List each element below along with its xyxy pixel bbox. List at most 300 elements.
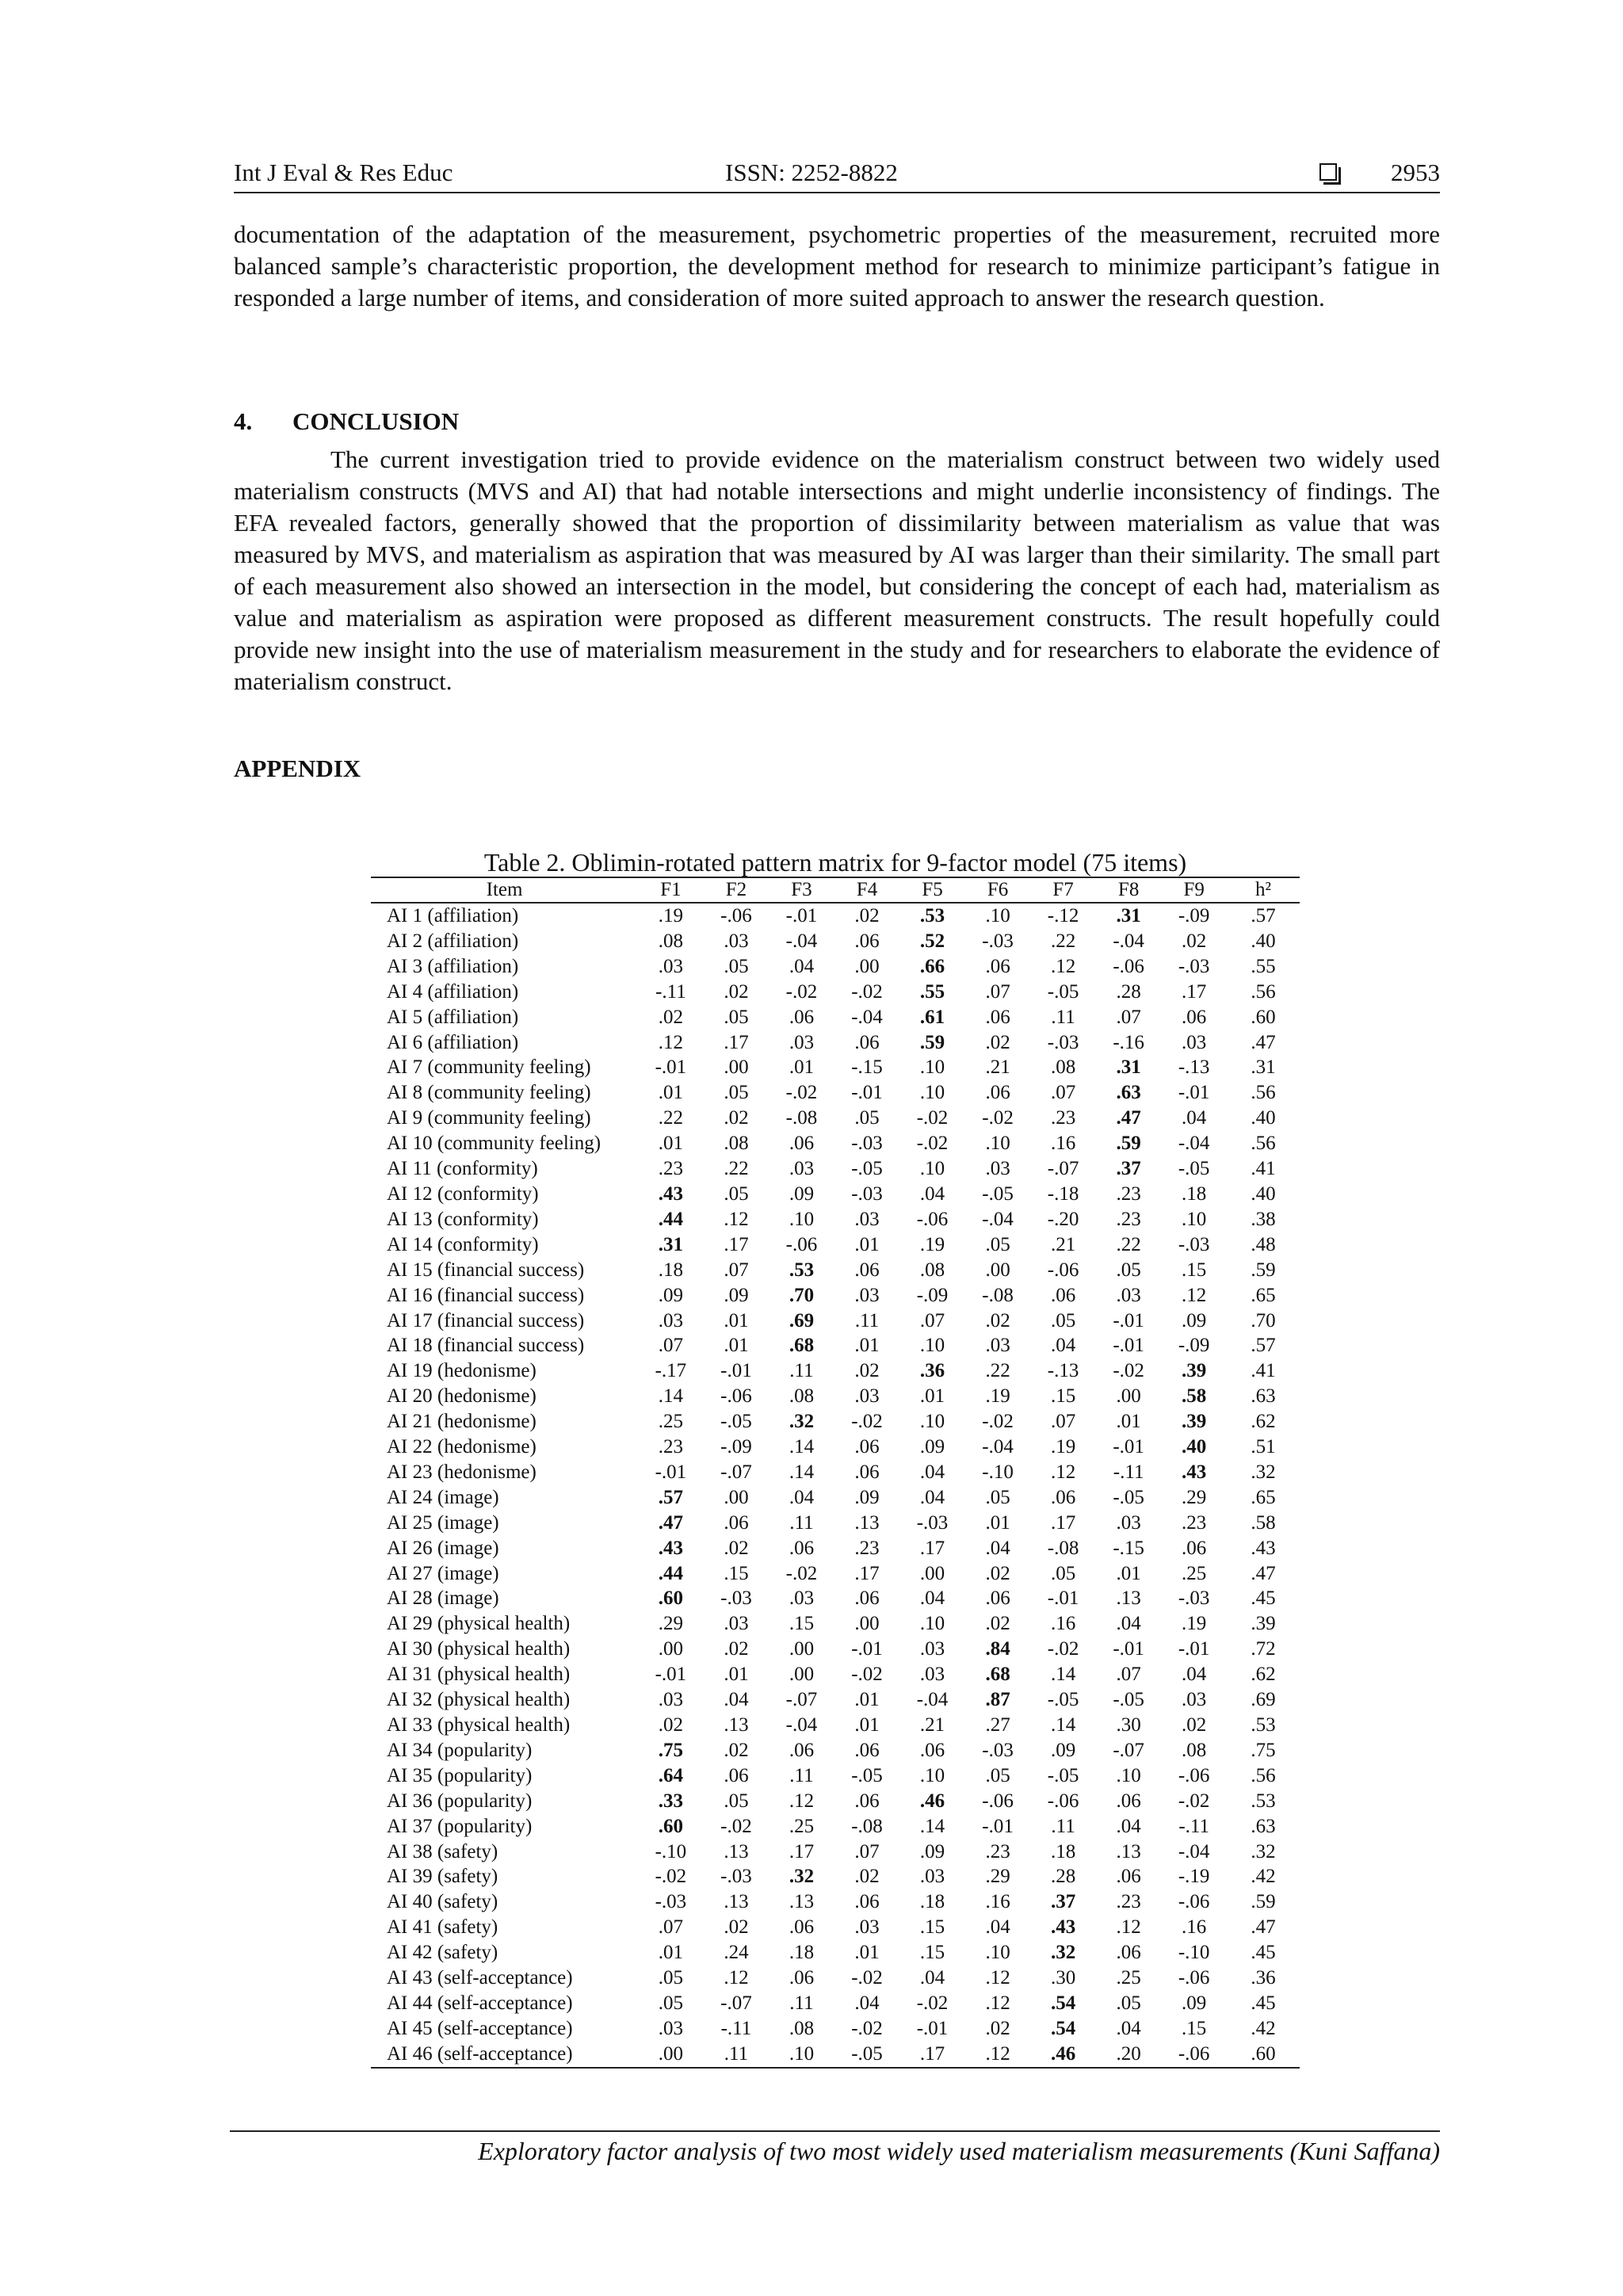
loading-cell: .28 (1116, 980, 1141, 1003)
loading-cell: .03 (1182, 1031, 1207, 1053)
loading-cell: .44 (658, 1208, 684, 1230)
loading-cell: -.03 (1178, 1587, 1210, 1610)
communality-cell: .56 (1251, 1082, 1276, 1104)
table-row (371, 1991, 1300, 2016)
loading-cell: .11 (789, 1511, 814, 1534)
table-row (371, 1687, 1300, 1713)
loading-cell: .09 (854, 1486, 880, 1508)
loading-cell: -.06 (720, 1385, 752, 1408)
communality-cell: .56 (1251, 980, 1276, 1003)
table-row (371, 1131, 1300, 1156)
loading-cell: .57 (658, 1486, 684, 1508)
loading-cell: -.04 (1178, 1133, 1210, 1155)
section-title: CONCLUSION (292, 407, 460, 435)
loading-cell: -.13 (1047, 1360, 1079, 1382)
item-label: AI 1 (affiliation) (387, 905, 519, 926)
loading-cell: .47 (658, 1511, 684, 1534)
loading-cell: .39 (1182, 1411, 1207, 1433)
loading-cell: .15 (919, 1942, 945, 1964)
loading-cell: .55 (919, 980, 945, 1003)
loading-cell: .13 (1116, 1840, 1141, 1862)
loading-cell: -.04 (785, 1714, 818, 1736)
loading-cell: .04 (919, 1967, 945, 1989)
loading-cell: -.03 (1047, 1031, 1079, 1053)
loading-cell: .07 (658, 1916, 684, 1939)
loading-cell: .13 (1116, 1587, 1141, 1610)
loading-cell: -.15 (1113, 1537, 1144, 1559)
item-label: AI 15 (financial success) (387, 1259, 585, 1281)
loading-cell: .04 (789, 1486, 815, 1508)
loading-cell: .09 (789, 1182, 815, 1205)
loading-cell: .03 (919, 1866, 945, 1888)
loading-cell: .10 (919, 1764, 945, 1786)
loading-cell: .17 (724, 1233, 749, 1255)
communality-cell: .48 (1251, 1233, 1276, 1255)
item-label: AI 17 (financial success) (387, 1309, 585, 1331)
communality-cell: .63 (1251, 1815, 1276, 1837)
table-row (371, 1662, 1300, 1687)
loading-cell: .17 (1050, 1511, 1076, 1534)
item-label: AI 41 (safety) (387, 1916, 498, 1939)
loading-cell: .32 (789, 1866, 815, 1888)
table-row (371, 954, 1300, 980)
loading-cell: .04 (1182, 1664, 1207, 1686)
loading-cell: -.02 (851, 1411, 883, 1433)
loading-cell: .04 (1116, 1815, 1141, 1837)
loading-cell: .02 (724, 1916, 749, 1939)
column-header: F7 (1030, 877, 1096, 903)
loading-cell: -.01 (1178, 1638, 1210, 1660)
loading-cell: .08 (1182, 1739, 1207, 1761)
loading-cell: -.03 (720, 1587, 752, 1610)
loading-cell: .15 (1182, 1259, 1207, 1281)
loading-cell: .04 (1116, 1613, 1141, 1635)
loading-cell: -.09 (916, 1284, 949, 1306)
loading-cell: .18 (658, 1259, 684, 1281)
loading-cell: .70 (789, 1284, 815, 1306)
communality-cell: .40 (1251, 930, 1276, 952)
table-row (371, 1536, 1300, 1561)
loading-cell: .09 (1182, 1309, 1207, 1331)
loading-cell: -.01 (1113, 1309, 1144, 1331)
loading-cell: .12 (1050, 955, 1076, 977)
column-header: h² (1227, 877, 1300, 903)
loading-cell: -.17 (655, 1360, 687, 1382)
loading-cell: -.02 (1178, 1790, 1210, 1812)
loading-cell: -.02 (785, 980, 818, 1003)
communality-cell: .58 (1251, 1511, 1276, 1534)
loading-cell: -.02 (1113, 1360, 1144, 1382)
loading-cell: -.07 (720, 1992, 752, 2014)
loading-cell: .09 (658, 1284, 684, 1306)
loading-cell: .02 (985, 1562, 1010, 1584)
loading-cell: .43 (1050, 1916, 1076, 1939)
loading-cell: .05 (985, 1764, 1010, 1786)
loading-cell: -.05 (1113, 1486, 1144, 1508)
loading-cell: -.01 (1113, 1335, 1144, 1357)
loading-cell: .08 (789, 2017, 815, 2039)
loading-cell: .06 (854, 1436, 880, 1458)
loading-cell: .06 (789, 1133, 815, 1155)
conclusion-paragraph: The current investigation tried to provide evidence on the materialism construct between two widely used materialism constructs (MVS and AI) that had notable intersections and might underlie inconsistency of findings. The EFA revealed factors, generally showed that the proportion of dissimilarity between materialism as value that was measured by MVS, and materialism as aspiration that was measured by AI was larger than their similarity. The small part of each measurement also showed an intersection in the model, but considering the concept of each had, materialism as value and materialism as aspiration were proposed as different measurement constructs. The result hopefully could provide new insight into the use of materialism measurement in the study and for researchers to elaborate the evidence of materialism construct. (234, 445, 1440, 695)
loading-cell: -.04 (785, 930, 818, 952)
item-label: AI 37 (popularity) (387, 1815, 533, 1837)
loading-cell: .05 (1050, 1562, 1076, 1584)
loading-cell: -.06 (1178, 1891, 1210, 1913)
loading-cell: .23 (985, 1840, 1010, 1862)
loading-cell: .01 (1116, 1562, 1141, 1584)
loading-cell: .01 (658, 1942, 684, 1964)
loading-cell: -.07 (1113, 1739, 1144, 1761)
table-row (371, 1232, 1300, 1258)
loading-cell: .15 (919, 1916, 945, 1939)
loading-cell: .10 (1116, 1764, 1141, 1786)
loading-cell: .09 (724, 1284, 749, 1306)
table-row (371, 1258, 1300, 1283)
table-body (371, 903, 1300, 2068)
loading-cell: .00 (985, 1259, 1010, 1281)
loading-cell: -.08 (1047, 1537, 1079, 1559)
loading-cell: .16 (985, 1891, 1010, 1913)
loading-cell: .58 (1182, 1385, 1207, 1408)
loading-cell: .00 (919, 1562, 945, 1584)
loading-cell: .07 (1050, 1411, 1076, 1433)
loading-cell: .18 (919, 1891, 945, 1913)
loading-cell: -.05 (1047, 1689, 1079, 1711)
loading-cell: -.05 (1047, 1764, 1079, 1786)
column-header: F6 (965, 877, 1031, 903)
loading-cell: .53 (789, 1259, 815, 1281)
loading-cell: .13 (724, 1714, 749, 1736)
loading-cell: .13 (724, 1891, 749, 1913)
loading-cell: .15 (1050, 1385, 1076, 1408)
loading-cell: .40 (1182, 1436, 1207, 1458)
communality-cell: .41 (1251, 1158, 1276, 1180)
loading-cell: -.06 (785, 1233, 818, 1255)
loading-cell: -.01 (1178, 1082, 1210, 1104)
loading-cell: .07 (1050, 1082, 1076, 1104)
loading-cell: .06 (1116, 1866, 1141, 1888)
loading-cell: -.02 (720, 1815, 752, 1837)
item-label: AI 25 (image) (387, 1511, 499, 1534)
item-label: AI 39 (safety) (387, 1866, 498, 1888)
loading-cell: .11 (854, 1309, 880, 1331)
loading-cell: .87 (985, 1689, 1010, 1711)
item-label: AI 34 (popularity) (387, 1739, 533, 1761)
loading-cell: .31 (1116, 1056, 1141, 1079)
loading-cell: .29 (658, 1613, 684, 1635)
column-header: F9 (1161, 877, 1227, 903)
loading-cell: .08 (1050, 1056, 1076, 1079)
loading-cell: -.05 (982, 1182, 1014, 1205)
loading-cell: .14 (658, 1385, 684, 1408)
loading-cell: .52 (919, 930, 945, 952)
communality-cell: .47 (1251, 1562, 1276, 1584)
appendix-heading: APPENDIX (234, 755, 361, 782)
loading-cell: .02 (658, 1714, 684, 1736)
loading-cell: .14 (1050, 1664, 1076, 1686)
loading-cell: .01 (789, 1056, 815, 1079)
loading-cell: .19 (658, 905, 684, 926)
table-row (371, 1864, 1300, 1889)
loading-cell: .00 (789, 1664, 815, 1686)
loading-cell: .01 (724, 1335, 749, 1357)
loading-cell: .16 (1050, 1613, 1076, 1635)
loading-cell: .10 (985, 1942, 1010, 1964)
loading-cell: .68 (985, 1664, 1010, 1686)
loading-cell: .04 (919, 1182, 945, 1205)
loading-cell: -.02 (851, 2017, 883, 2039)
item-label: AI 45 (self-acceptance) (387, 2017, 573, 2039)
loading-cell: .03 (1116, 1284, 1141, 1306)
table-2 (371, 848, 1300, 2069)
item-label: AI 8 (community feeling) (387, 1082, 591, 1104)
loading-cell: .06 (854, 1587, 880, 1610)
loading-cell: .18 (1182, 1182, 1207, 1205)
loading-cell: -.11 (1178, 1815, 1209, 1837)
loading-cell: -.11 (720, 2017, 752, 2039)
loading-cell: .04 (1116, 2017, 1141, 2039)
loading-cell: .69 (789, 1309, 815, 1331)
loading-cell: .11 (789, 1360, 814, 1382)
communality-cell: .65 (1251, 1486, 1276, 1508)
loading-cell: -.02 (982, 1107, 1014, 1129)
loading-cell: .31 (1116, 905, 1141, 926)
loading-cell: .04 (985, 1537, 1010, 1559)
loading-cell: -.05 (1178, 1158, 1210, 1180)
loading-cell: .14 (919, 1815, 945, 1837)
column-header: F8 (1096, 877, 1162, 903)
loading-cell: .33 (658, 1790, 684, 1812)
item-label: AI 38 (safety) (387, 1840, 498, 1862)
loading-cell: -.06 (1178, 1764, 1210, 1786)
loading-cell: .03 (1182, 1689, 1207, 1711)
loading-cell: .13 (854, 1511, 880, 1534)
loading-cell: .06 (1116, 1942, 1141, 1964)
loading-cell: -.08 (785, 1107, 818, 1129)
loading-cell: -.06 (1047, 1790, 1079, 1812)
item-label: AI 14 (conformity) (387, 1233, 539, 1255)
loading-cell: -.08 (851, 1815, 883, 1837)
loading-cell: .10 (919, 1613, 945, 1635)
loading-cell: .01 (658, 1133, 684, 1155)
communality-cell: .57 (1251, 1335, 1276, 1357)
item-label: AI 31 (physical health) (387, 1664, 571, 1686)
table-row (371, 1435, 1300, 1460)
item-label: AI 32 (physical health) (387, 1689, 571, 1711)
loading-cell: .01 (1116, 1411, 1141, 1433)
loading-cell: .03 (854, 1385, 880, 1408)
loading-cell: .21 (985, 1056, 1010, 1079)
table-row (371, 1080, 1300, 1106)
loading-cell: .00 (724, 1486, 749, 1508)
loading-cell: .03 (985, 1158, 1010, 1180)
loading-cell: -.01 (1113, 1436, 1144, 1458)
loading-cell: .27 (985, 1714, 1010, 1736)
table-row (371, 1055, 1300, 1080)
loading-cell: -.05 (1113, 1689, 1144, 1711)
intro-paragraph: documentation of the adaptation of the measurement, psychometric properties of the measurement, recruited more balanced sample’s characteristic proportion, the development method for research to minimize participant’s fatigue in responded a large number of items, and consideration of more suited approach to answer the research question. (234, 220, 1440, 311)
table-row (371, 1586, 1300, 1611)
loading-cell: -.01 (655, 1056, 687, 1079)
loading-cell: .03 (658, 2017, 684, 2039)
loading-cell: .22 (1050, 930, 1076, 952)
loading-cell: -.02 (916, 1107, 949, 1129)
table-row (371, 1460, 1300, 1485)
loading-cell: .19 (919, 1233, 945, 1255)
table-row (371, 2042, 1300, 2068)
table-row (371, 2016, 1300, 2042)
communality-cell: .36 (1251, 1967, 1276, 1989)
loading-cell: .06 (854, 1031, 880, 1053)
column-header: F4 (834, 877, 900, 903)
loading-cell: -.04 (982, 1208, 1014, 1230)
loading-cell: .22 (658, 1107, 684, 1129)
loading-cell: .23 (658, 1436, 684, 1458)
pattern-matrix-table (371, 877, 1300, 2069)
loading-cell: .23 (1116, 1182, 1141, 1205)
running-header (234, 155, 1440, 193)
loading-cell: .12 (658, 1031, 684, 1053)
communality-cell: .63 (1251, 1385, 1276, 1408)
loading-cell: .23 (1182, 1511, 1207, 1534)
loading-cell: -.01 (916, 2017, 949, 2039)
loading-cell: .03 (854, 1916, 880, 1939)
table-row (371, 1611, 1300, 1637)
loading-cell: .06 (854, 1739, 880, 1761)
table-row (371, 1182, 1300, 1207)
loading-cell: -.04 (982, 1436, 1014, 1458)
loading-cell: -.01 (655, 1461, 687, 1483)
item-label: AI 7 (community feeling) (387, 1056, 591, 1079)
item-label: AI 40 (safety) (387, 1891, 498, 1913)
loading-cell: .01 (985, 1511, 1010, 1534)
loading-cell: .63 (1116, 1082, 1141, 1104)
loading-cell: -.02 (785, 1082, 818, 1104)
journal-name: Int J Eval & Res Educ (234, 159, 453, 186)
loading-cell: .05 (854, 1107, 880, 1129)
table-caption: Table 2. Oblimin-rotated pattern matrix for 9-factor model (75 items) (483, 848, 1187, 877)
table-row (371, 1940, 1300, 1966)
table-row (371, 903, 1300, 929)
item-label: AI 36 (popularity) (387, 1790, 533, 1812)
item-label: AI 43 (self-acceptance) (387, 1967, 573, 1989)
loading-cell: .06 (724, 1511, 749, 1534)
loading-cell: .11 (1051, 1006, 1075, 1028)
item-label: AI 2 (affiliation) (387, 930, 519, 952)
communality-cell: .65 (1251, 1284, 1276, 1306)
communality-cell: .41 (1251, 1360, 1276, 1382)
loading-cell: .17 (919, 2042, 945, 2065)
communality-cell: .59 (1251, 1259, 1276, 1281)
loading-cell: .06 (985, 1587, 1010, 1610)
loading-cell: -.06 (1178, 1967, 1210, 1989)
loading-cell: .02 (1182, 1714, 1207, 1736)
loading-cell: .24 (724, 1942, 749, 1964)
loading-cell: -.03 (982, 930, 1014, 952)
loading-cell: -.10 (982, 1461, 1014, 1483)
loading-cell: .01 (724, 1664, 749, 1686)
item-label: AI 16 (financial success) (387, 1284, 585, 1306)
loading-cell: .20 (1116, 2042, 1141, 2065)
loading-cell: .01 (854, 1942, 880, 1964)
loading-cell: .06 (789, 1006, 815, 1028)
loading-cell: -.03 (655, 1891, 687, 1913)
item-label: AI 12 (conformity) (387, 1182, 539, 1205)
loading-cell: .19 (985, 1385, 1010, 1408)
loading-cell: .12 (724, 1967, 749, 1989)
table-row (371, 1889, 1300, 1915)
loading-cell: .44 (658, 1562, 684, 1584)
loading-cell: .54 (1050, 2017, 1076, 2039)
loading-cell: -.01 (982, 1815, 1014, 1837)
loading-cell: .00 (854, 955, 880, 977)
loading-cell: -.20 (1047, 1208, 1079, 1230)
communality-cell: .38 (1251, 1208, 1276, 1230)
loading-cell: -.11 (655, 980, 686, 1003)
loading-cell: .22 (985, 1360, 1010, 1382)
loading-cell: .06 (985, 955, 1010, 977)
loading-cell: .04 (985, 1916, 1010, 1939)
loading-cell: .22 (1116, 1233, 1141, 1255)
loading-cell: .18 (1050, 1840, 1076, 1862)
loading-cell: .02 (854, 1360, 880, 1382)
loading-cell: .00 (724, 1056, 749, 1079)
loading-cell: .07 (1116, 1006, 1141, 1028)
loading-cell: .02 (724, 980, 749, 1003)
loading-cell: .59 (919, 1031, 945, 1053)
communality-cell: .75 (1251, 1739, 1276, 1761)
loading-cell: .60 (658, 1587, 684, 1610)
loading-cell: .16 (1182, 1916, 1207, 1939)
table-row (371, 1763, 1300, 1789)
loading-cell: .19 (1182, 1613, 1207, 1635)
loading-cell: .04 (919, 1486, 945, 1508)
loading-cell: .43 (658, 1537, 684, 1559)
item-label: AI 44 (self-acceptance) (387, 1992, 573, 2014)
loading-cell: .06 (724, 1764, 749, 1786)
communality-cell: .70 (1251, 1309, 1276, 1331)
column-header: F2 (704, 877, 769, 903)
loading-cell: .06 (854, 1461, 880, 1483)
loading-cell: .07 (919, 1309, 945, 1331)
loading-cell: .10 (789, 2042, 815, 2065)
loading-cell: .12 (1116, 1916, 1141, 1939)
communality-cell: .62 (1251, 1411, 1276, 1433)
loading-cell: .21 (919, 1714, 945, 1736)
table-row (371, 1485, 1300, 1511)
loading-cell: .11 (789, 1992, 814, 2014)
loading-cell: .47 (1116, 1107, 1141, 1129)
loading-cell: .30 (1050, 1967, 1076, 1989)
loading-cell: .06 (1050, 1284, 1076, 1306)
issn: ISSN: 2252-8822 (725, 159, 898, 186)
communality-cell: .32 (1251, 1840, 1276, 1862)
loading-cell: .05 (1116, 1992, 1141, 2014)
loading-cell: .05 (1116, 1259, 1141, 1281)
loading-cell: .05 (658, 1967, 684, 1989)
page-number: 2953 (1391, 159, 1440, 186)
loading-cell: .12 (1182, 1284, 1207, 1306)
table-row (371, 980, 1300, 1005)
loading-cell: .18 (789, 1942, 815, 1964)
loading-cell: -.13 (1178, 1056, 1210, 1079)
loading-cell: -.02 (916, 1992, 949, 2014)
loading-cell: -.02 (916, 1133, 949, 1155)
loading-cell: .23 (1050, 1107, 1076, 1129)
communality-cell: .69 (1251, 1689, 1276, 1711)
table-row (371, 1308, 1300, 1334)
